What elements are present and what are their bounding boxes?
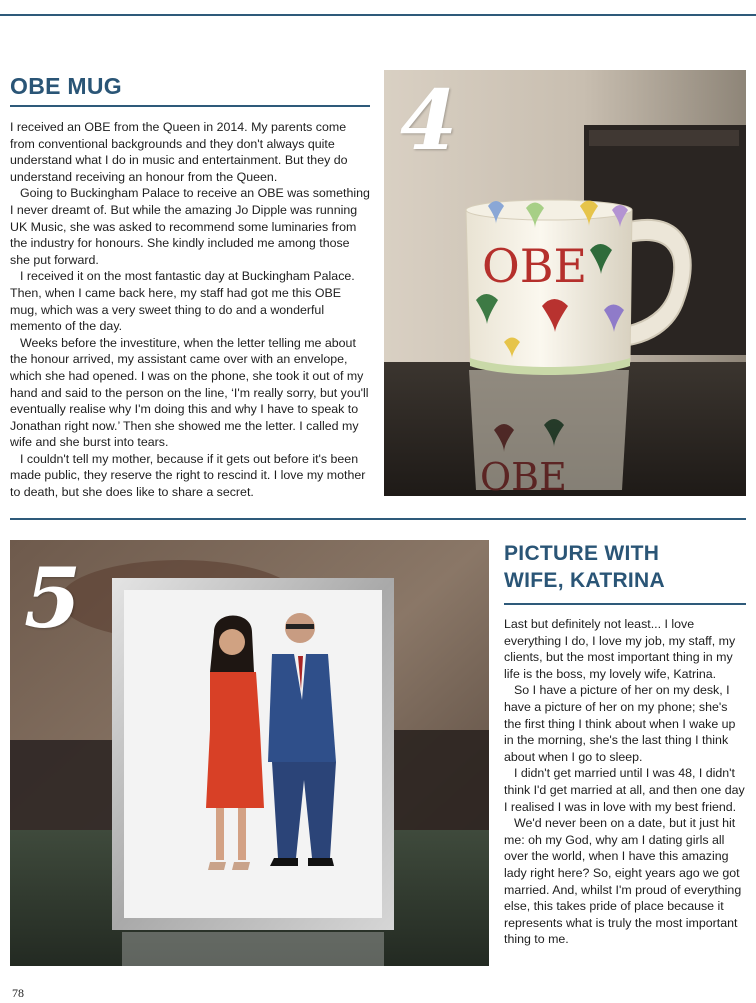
mug-reflection-label: OBE xyxy=(480,455,567,496)
section5-heading xyxy=(504,540,665,594)
section4-paragraph: I couldn't tell my mother, because if it gets out before it's been made public, they reserve the right to rescind it. I love my mother to death, but she does like to share a secret. xyxy=(10,451,366,500)
section5-paragraph: Last but definitely not least... I love everything I do, I love my job, my staff, my clients, but the most important thing in my life is the boss, my lovely wife, Katrina. xyxy=(504,617,736,681)
section4-article xyxy=(10,119,372,501)
section4-paragraph: I received it on the most fantastic day at Buckingham Palace. Then, when I came back here, my staff had got me this OBE mug, which was a very sweet thing to do and a wonderful memento of the day. xyxy=(10,269,355,334)
mug-obe-label: OBE xyxy=(482,239,588,293)
section5-paragraph: So I have a picture of her on my desk, I have a picture of her on my phone; she's the first thing I think about when I wake up in the morning, she's the last thing I think about when I go to sleep. xyxy=(504,683,736,764)
section5-number: 5 xyxy=(24,551,82,647)
page-number: 78 xyxy=(12,986,24,1000)
section4-heading: OBE MUG xyxy=(10,73,122,99)
section5-heading-rule xyxy=(504,603,746,605)
section4-paragraph: I received an OBE from the Queen in 2014. My parents come from conventional backgrounds and they don't always quite understand what I do in music and entertainment. But they do understand receiving an honour from the Queen. xyxy=(10,120,348,184)
section5-heading-line1: PICTURE WITH xyxy=(504,542,660,565)
obe-mug-photo xyxy=(384,70,746,496)
section5-article xyxy=(504,616,746,948)
section4-number: 4 xyxy=(400,73,458,169)
section4-heading-rule xyxy=(10,105,370,107)
framed-photo-illustration xyxy=(10,540,489,966)
section5-heading-line2: WIFE, KATRINA xyxy=(504,569,665,592)
top-rule xyxy=(0,14,756,16)
wife-picture-photo xyxy=(10,540,489,966)
section5-paragraph: We'd never been on a date, but it just hit me: oh my God, why am I dating girls all over the world, when I have this amazing lady right here? So, eight years ago we got married. And, whilst I'm proud of everything else, this takes pride of place because it represents what is truly the most important thing to me. xyxy=(504,816,742,947)
section-divider-rule xyxy=(10,518,746,520)
section4-paragraph: Going to Buckingham Palace to receive an OBE was something I never dreamt of. But while the amazing Jo Dipple was running UK Music, she was asked to recommend some luminaries from the industry for honours. She kindly included me among those she put forward. xyxy=(10,186,370,267)
section4-paragraph: Weeks before the investiture, when the letter telling me about the honour arrived, my assistant came over with an envelope, which she had opened. I was on the phone, she took it out of my hand and said to the person on the line, ‘I'm really sorry, but you'll eventually realise why I'm doing this and why I have to speak to Jonathan right now.’ Then she showed me the letter. I called my wife and she burst into tears. xyxy=(10,335,369,450)
section5-paragraph: I didn't get married until I was 48, I didn't think I'd get married at all, and then one day I realised I was in love with my best friend. xyxy=(504,766,745,814)
